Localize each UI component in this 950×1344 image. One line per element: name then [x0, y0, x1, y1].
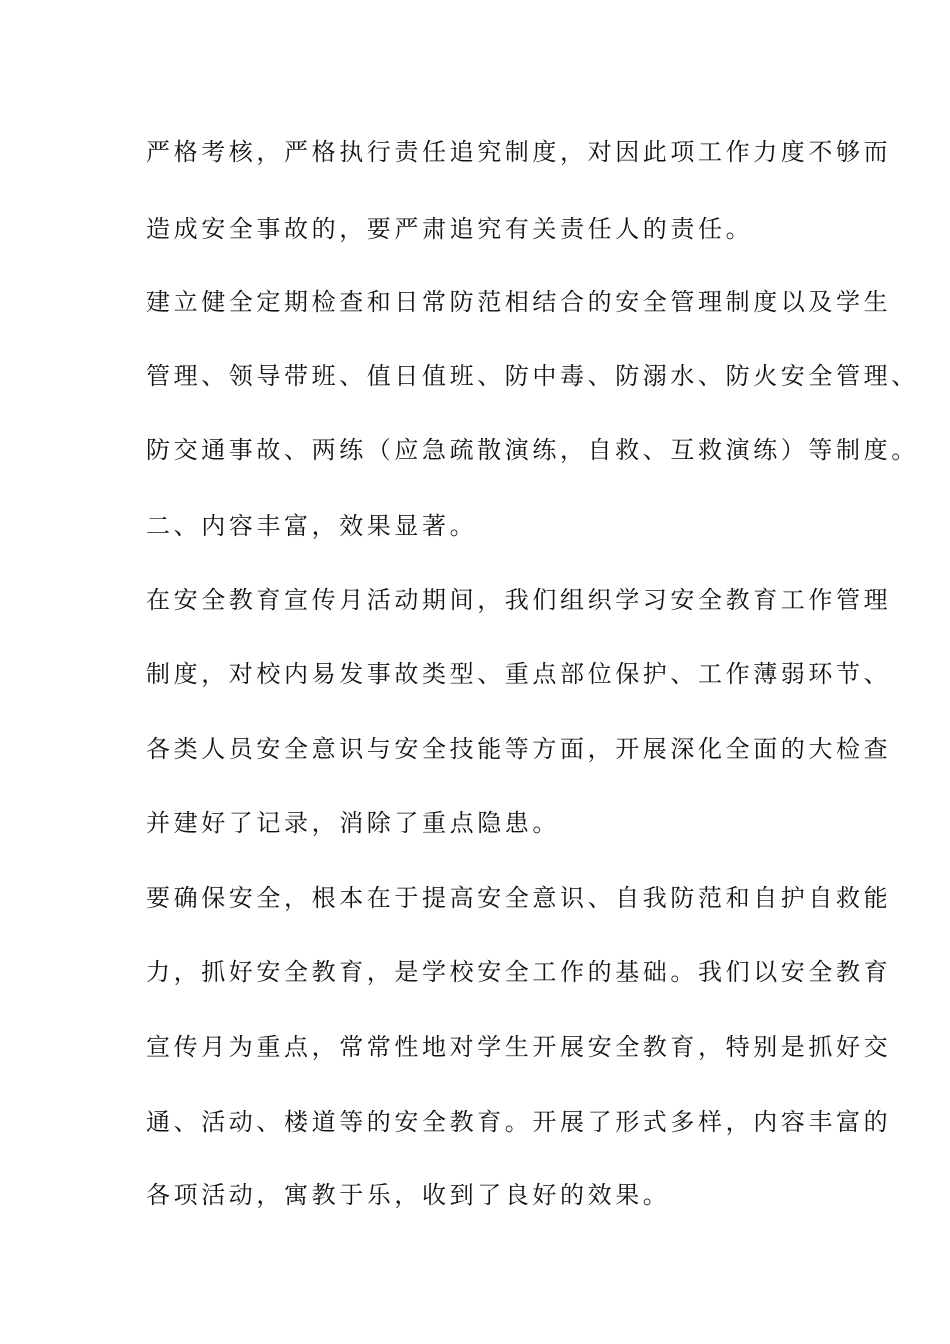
text-line: 防交通事故、两练（应急疏散演练，自救、互救演练）等制度。: [146, 436, 919, 464]
text-line: 并建好了记录，消除了重点隐患。: [146, 809, 560, 837]
text-line: 要确保安全，根本在于提高安全意识、自我防范和自护自救能: [146, 884, 892, 912]
text-line: 严格考核，严格执行责任追究制度，对因此项工作力度不够而: [146, 138, 892, 166]
text-line: 建立健全定期检查和日常防范相结合的安全管理制度以及学生: [146, 288, 892, 316]
text-line: 制度，对校内易发事故类型、重点部位保护、工作薄弱环节、: [146, 660, 892, 688]
section-heading: 二、内容丰富，效果显著。: [146, 512, 478, 540]
text-line: 各项活动，寓教于乐，收到了良好的效果。: [146, 1181, 671, 1209]
text-line: 管理、领导带班、值日值班、防中毒、防溺水、防火安全管理、: [146, 362, 919, 390]
text-line: 力，抓好安全教育，是学校安全工作的基础。我们以安全教育: [146, 958, 892, 986]
text-line: 造成安全事故的，要严肃追究有关责任人的责任。: [146, 215, 754, 243]
text-line: 宣传月为重点，常常性地对学生开展安全教育，特别是抓好交: [146, 1033, 892, 1061]
text-line: 各类人员安全意识与安全技能等方面，开展深化全面的大检查: [146, 735, 892, 763]
text-line: 在安全教育宣传月活动期间，我们组织学习安全教育工作管理: [146, 586, 892, 614]
text-line: 通、活动、楼道等的安全教育。开展了形式多样，内容丰富的: [146, 1108, 892, 1136]
